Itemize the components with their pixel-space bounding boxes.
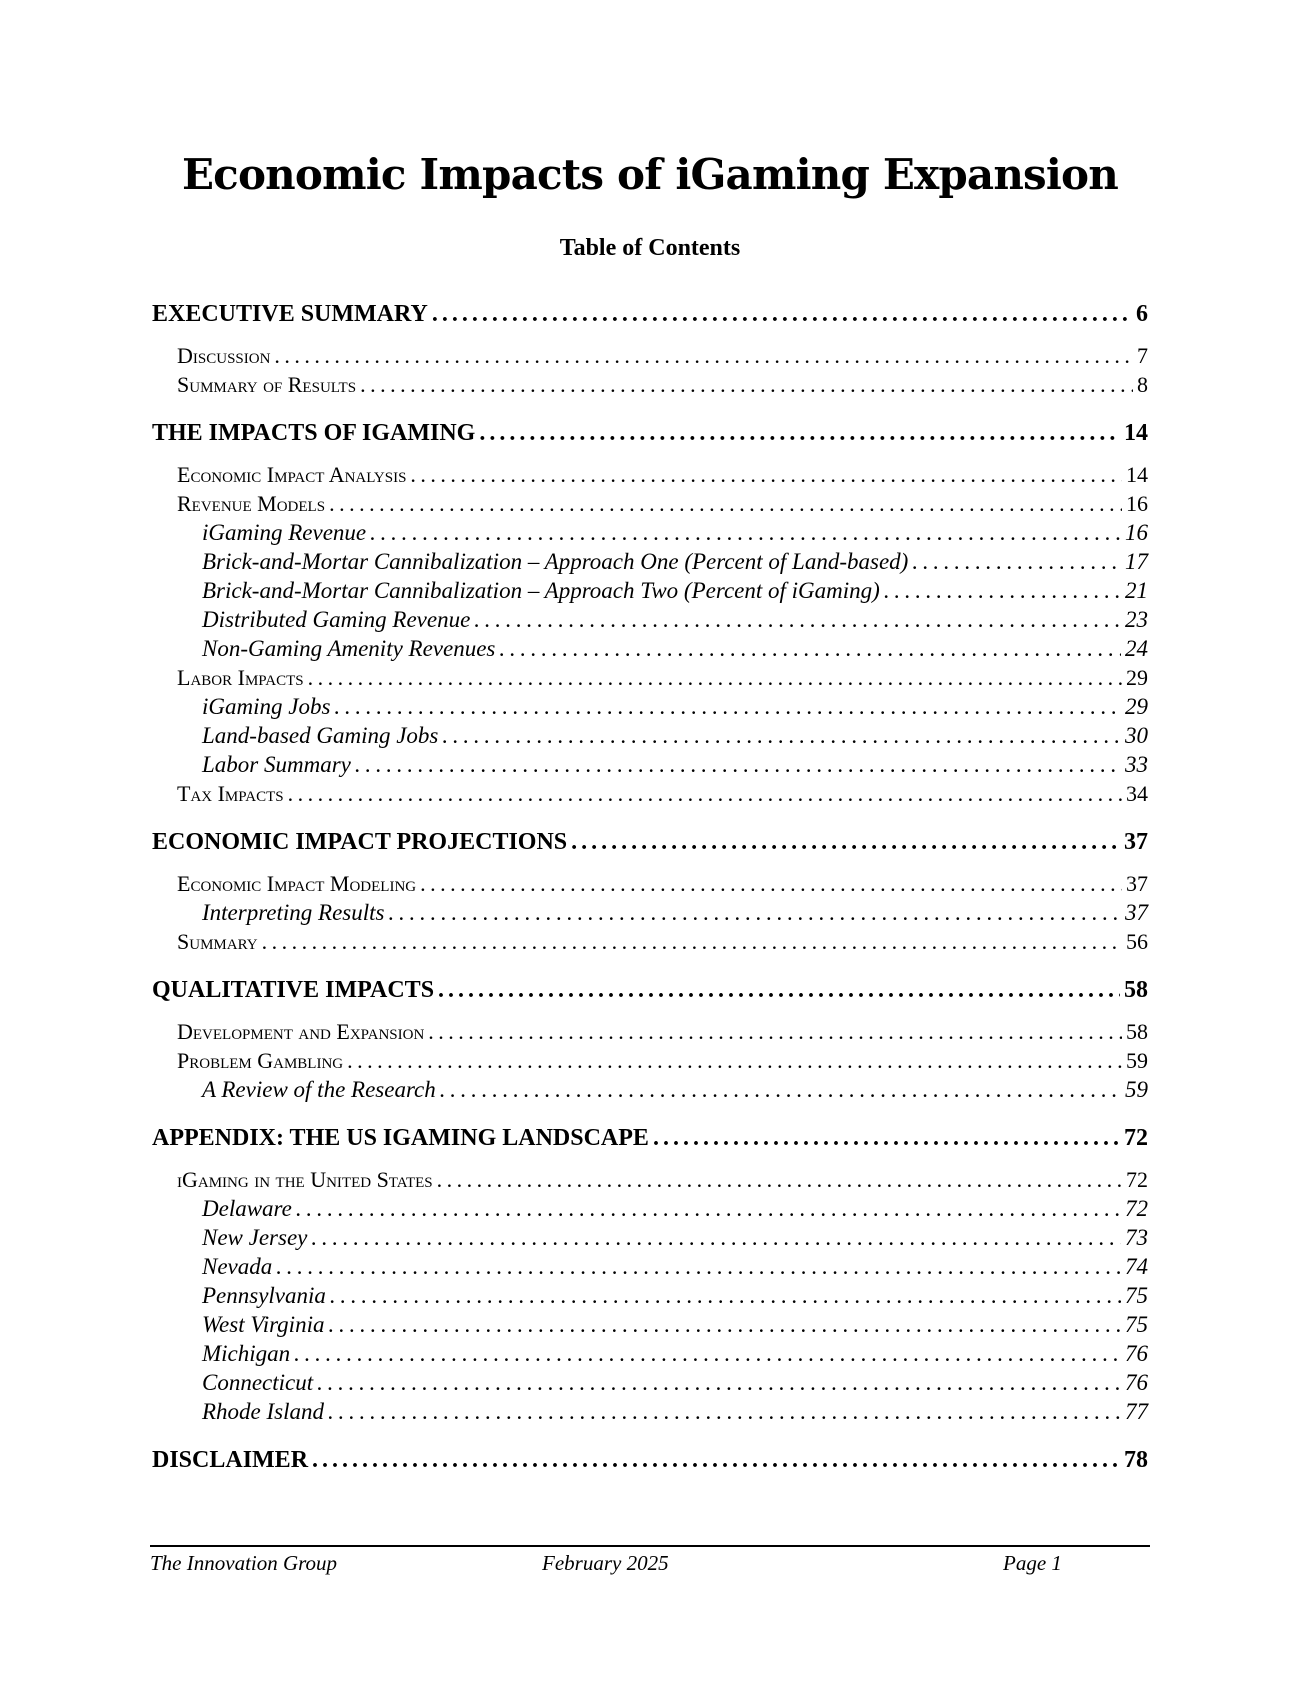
- toc-subsubsection-entry[interactable]: [152, 1310, 1148, 1339]
- toc-entry-page: 37: [1124, 829, 1148, 855]
- toc-section-entry[interactable]: [152, 976, 1148, 1005]
- toc-dot-leader: [479, 419, 1120, 448]
- toc-entry-page: 76: [1125, 1341, 1148, 1366]
- toc-entry-page: 77: [1125, 1399, 1148, 1424]
- toc-dot-leader: [410, 460, 1122, 489]
- toc-entry-page: 72: [1126, 1167, 1148, 1192]
- toc-dot-leader: [388, 898, 1121, 927]
- toc-entry-label: iGaming Jobs: [202, 694, 331, 719]
- toc-subsubsection-entry[interactable]: [152, 1339, 1148, 1368]
- toc-entry-page: 21: [1125, 578, 1148, 603]
- toc-subsection-entry[interactable]: [152, 460, 1148, 489]
- toc-dot-leader: [328, 1310, 1121, 1339]
- toc-entry-page: 8: [1137, 372, 1148, 397]
- toc-entry-label: A Review of the Research: [202, 1077, 436, 1102]
- toc-dot-leader: [312, 1446, 1120, 1475]
- toc-entry-page: 30: [1125, 723, 1148, 748]
- table-of-contents: [152, 300, 1148, 1487]
- toc-dot-leader: [311, 1223, 1121, 1252]
- toc-heading: Table of Contents: [559, 235, 741, 261]
- toc-entry-label: Non-Gaming Amenity Revenues: [202, 636, 496, 661]
- toc-subsubsection-entry[interactable]: [152, 898, 1148, 927]
- toc-entry-page: 17: [1125, 549, 1148, 574]
- toc-entry-label: Tax Impacts: [177, 781, 284, 806]
- toc-entry-label: DISCLAIMER: [152, 1447, 309, 1473]
- toc-dot-leader: [912, 547, 1121, 576]
- toc-subsubsection-entry[interactable]: [152, 518, 1148, 547]
- toc-dot-leader: [428, 1017, 1122, 1046]
- toc-entry-page: 6: [1136, 301, 1148, 327]
- toc-entry-label: ECONOMIC IMPACT PROJECTIONS: [152, 829, 568, 855]
- toc-entry-label: Nevada: [202, 1254, 273, 1279]
- toc-entry-page: 58: [1126, 1019, 1148, 1044]
- toc-dot-leader: [328, 1397, 1121, 1426]
- toc-entry-label: THE IMPACTS OF IGAMING: [152, 420, 476, 446]
- toc-subsection-entry[interactable]: [152, 341, 1148, 370]
- toc-entry-page: 73: [1125, 1225, 1148, 1250]
- toc-dot-leader: [355, 750, 1121, 779]
- toc-dot-leader: [274, 341, 1133, 370]
- toc-entry-label: Labor Summary: [202, 752, 351, 777]
- toc-dot-leader: [334, 692, 1121, 721]
- toc-entry-label: APPENDIX: THE US IGAMING LANDSCAPE: [152, 1125, 649, 1151]
- toc-entry-label: Land-based Gaming Jobs: [202, 723, 439, 748]
- toc-dot-leader: [347, 1046, 1122, 1075]
- toc-section-entry[interactable]: [152, 1446, 1148, 1475]
- toc-entry-label: EXECUTIVE SUMMARY: [152, 301, 428, 327]
- toc-entry-page: 16: [1126, 491, 1148, 516]
- toc-subsection-entry[interactable]: [152, 927, 1148, 956]
- toc-entry-page: 75: [1125, 1312, 1148, 1337]
- toc-dot-leader: [317, 1368, 1121, 1397]
- toc-subsubsection-entry[interactable]: [152, 1368, 1148, 1397]
- toc-entry-label: QUALITATIVE IMPACTS: [152, 977, 435, 1003]
- toc-entry-label: Summary: [177, 929, 258, 954]
- toc-subsubsection-entry[interactable]: [152, 634, 1148, 663]
- toc-entry-label: Interpreting Results: [202, 900, 385, 925]
- toc-entry-label: Problem Gambling: [177, 1048, 344, 1073]
- toc-entry-page: 76: [1125, 1370, 1148, 1395]
- footer-date: February 2025: [542, 1551, 669, 1575]
- toc-dot-leader: [499, 634, 1121, 663]
- toc-section-entry[interactable]: [152, 419, 1148, 448]
- toc-subsubsection-entry[interactable]: [152, 1252, 1148, 1281]
- toc-dot-leader: [296, 1194, 1121, 1223]
- toc-dot-leader: [474, 605, 1121, 634]
- toc-entry-label: Distributed Gaming Revenue: [202, 607, 471, 632]
- toc-dot-leader: [294, 1339, 1121, 1368]
- toc-entry-label: Brick-and-Mortar Cannibalization – Approach Two (Percent of iGaming): [202, 578, 880, 603]
- toc-entry-label: Labor Impacts: [177, 665, 304, 690]
- toc-entry-page: 59: [1125, 1077, 1148, 1102]
- toc-entry-page: 37: [1126, 871, 1148, 896]
- toc-entry-page: 29: [1126, 665, 1148, 690]
- toc-subsection-entry[interactable]: [152, 370, 1148, 399]
- toc-entry-label: New Jersey: [202, 1225, 308, 1250]
- toc-subsection-entry[interactable]: [152, 1046, 1148, 1075]
- toc-dot-leader: [360, 370, 1133, 399]
- toc-entry-page: 72: [1125, 1196, 1148, 1221]
- toc-entry-page: 7: [1137, 343, 1148, 368]
- toc-subsubsection-entry[interactable]: [152, 1194, 1148, 1223]
- toc-entry-page: 72: [1124, 1125, 1148, 1151]
- toc-dot-leader: [276, 1252, 1121, 1281]
- toc-entry-page: 24: [1125, 636, 1148, 661]
- toc-entry-page: 58: [1124, 977, 1148, 1003]
- toc-entry-label: West Virginia: [202, 1312, 325, 1337]
- toc-entry-label: Discussion: [177, 343, 271, 368]
- toc-entry-label: Pennsylvania: [202, 1283, 326, 1308]
- toc-entry-page: 14: [1126, 462, 1148, 487]
- toc-subsection-entry[interactable]: [152, 779, 1148, 808]
- toc-entry-page: 74: [1125, 1254, 1148, 1279]
- toc-entry-label: Delaware: [202, 1196, 292, 1221]
- document-title: Economic Impacts of iGaming Expansion: [181, 150, 1119, 199]
- toc-dot-leader: [442, 721, 1121, 750]
- toc-subsubsection-entry[interactable]: [152, 1281, 1148, 1310]
- toc-entry-label: Michigan: [202, 1341, 291, 1366]
- toc-entry-label: Economic Impact Analysis: [177, 462, 407, 487]
- toc-dot-leader: [571, 828, 1120, 857]
- toc-section-entry[interactable]: [152, 300, 1148, 329]
- toc-entry-page: 23: [1125, 607, 1148, 632]
- toc-entry-page: 33: [1125, 752, 1148, 777]
- toc-entry-label: Summary of Results: [177, 372, 357, 397]
- toc-entry-label: iGaming Revenue: [202, 520, 367, 545]
- toc-entry-label: Connecticut: [202, 1370, 314, 1395]
- toc-section-entry[interactable]: [152, 828, 1148, 857]
- toc-entry-page: 37: [1125, 900, 1148, 925]
- toc-dot-leader: [308, 663, 1122, 692]
- toc-entry-page: 59: [1126, 1048, 1148, 1073]
- toc-section-entry[interactable]: [152, 1124, 1148, 1153]
- toc-dot-leader: [288, 779, 1122, 808]
- toc-subsubsection-entry[interactable]: [152, 692, 1148, 721]
- footer-page-number: Page 1: [1003, 1551, 1062, 1575]
- toc-subsection-entry[interactable]: [152, 489, 1148, 518]
- toc-subsubsection-entry[interactable]: [152, 576, 1148, 605]
- toc-dot-leader: [438, 976, 1120, 1005]
- toc-subsubsection-entry[interactable]: [152, 1397, 1148, 1426]
- toc-dot-leader: [440, 1075, 1121, 1104]
- toc-subsubsection-entry[interactable]: [152, 1223, 1148, 1252]
- toc-dot-leader: [437, 1165, 1122, 1194]
- toc-subsection-entry[interactable]: [152, 1165, 1148, 1194]
- toc-entry-page: 34: [1126, 781, 1148, 806]
- footer-organization: The Innovation Group: [150, 1551, 338, 1575]
- toc-dot-leader: [432, 300, 1132, 329]
- toc-entry-page: 16: [1125, 520, 1148, 545]
- toc-subsection-entry[interactable]: [152, 869, 1148, 898]
- toc-entry-page: 75: [1125, 1283, 1148, 1308]
- toc-entry-page: 56: [1126, 929, 1148, 954]
- footer-rule: [150, 1545, 1150, 1547]
- toc-dot-leader: [262, 927, 1122, 956]
- toc-subsubsection-entry[interactable]: [152, 605, 1148, 634]
- toc-subsubsection-entry[interactable]: [152, 1075, 1148, 1104]
- toc-entry-label: Brick-and-Mortar Cannibalization – Approach One (Percent of Land-based): [202, 549, 909, 574]
- toc-subsubsection-entry[interactable]: [152, 547, 1148, 576]
- toc-dot-leader: [330, 1281, 1121, 1310]
- toc-entry-page: 14: [1124, 420, 1148, 446]
- toc-subsubsection-entry[interactable]: [152, 721, 1148, 750]
- toc-dot-leader: [420, 869, 1122, 898]
- toc-entry-label: Revenue Models: [177, 491, 326, 516]
- toc-subsection-entry[interactable]: [152, 1017, 1148, 1046]
- toc-entry-label: iGaming in the United States: [177, 1167, 433, 1192]
- toc-dot-leader: [884, 576, 1121, 605]
- toc-entry-page: 78: [1124, 1447, 1148, 1473]
- toc-subsection-entry[interactable]: [152, 663, 1148, 692]
- toc-entry-label: Development and Expansion: [177, 1019, 425, 1044]
- toc-entry-label: Economic Impact Modeling: [177, 871, 417, 896]
- toc-dot-leader: [653, 1124, 1120, 1153]
- toc-entry-label: Rhode Island: [202, 1399, 325, 1424]
- toc-entry-page: 29: [1125, 694, 1148, 719]
- toc-dot-leader: [370, 518, 1121, 547]
- toc-subsubsection-entry[interactable]: [152, 750, 1148, 779]
- toc-dot-leader: [329, 489, 1122, 518]
